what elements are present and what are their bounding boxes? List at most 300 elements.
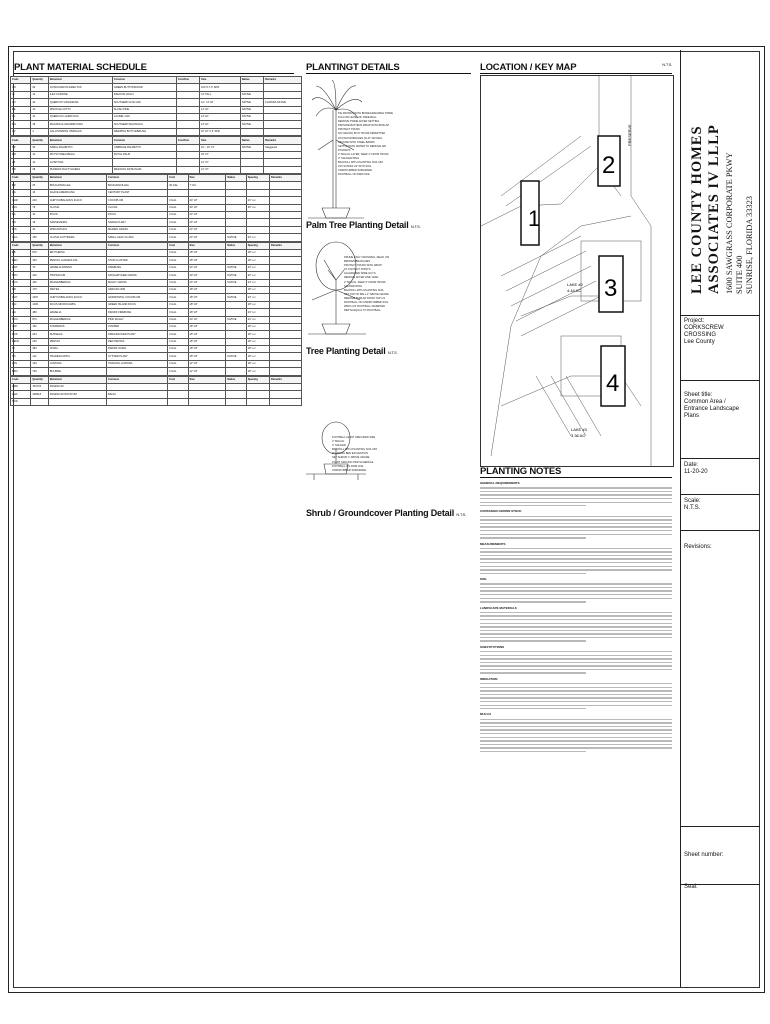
- schedule-cell: BULBINE: [48, 368, 106, 375]
- schedule-cell: [264, 113, 302, 120]
- schedule-cell: [240, 151, 263, 158]
- schedule-cell: [246, 391, 269, 398]
- schedule-cell: LIVISTONA: [48, 159, 112, 166]
- schedule-header-cell: Code: [11, 137, 31, 144]
- area-1-label: 1: [528, 206, 541, 231]
- schedule-row: [11, 128, 302, 135]
- planting-notes: [480, 478, 672, 754]
- schedule-cell: [226, 257, 246, 264]
- schedule-cell: [269, 391, 301, 398]
- schedule-cell: [48, 398, 106, 405]
- schedule-cell: FICUS MICROCARPA: [48, 301, 106, 308]
- schedule-header-cell: Common: [112, 77, 176, 84]
- schedule-cell: [269, 353, 301, 360]
- project-label: Project:: [684, 318, 705, 324]
- schedule-cell: [176, 166, 199, 173]
- schedule-header-cell: Common: [107, 242, 168, 249]
- notes-text-line: [480, 537, 586, 538]
- schedule-cell: 18" o.c.: [246, 353, 269, 360]
- schedule-cell: 230: [31, 338, 48, 345]
- schedule-cell: 112: [31, 353, 48, 360]
- schedule-cell: [226, 219, 246, 226]
- revisions-cell: [681, 542, 760, 827]
- schedule-cell: BOUGAINVILLEA: [107, 182, 168, 189]
- project-name-1: CORKSCREW: [684, 325, 724, 331]
- schedule-cell: MAIDEN GRASS: [107, 226, 168, 233]
- schedule-header-cell: Botanical: [48, 137, 112, 144]
- schedule-cell: [176, 151, 199, 158]
- schedule-cell: ROYAL PALM: [112, 151, 176, 158]
- schedule-cell: 154734: [31, 384, 48, 391]
- schedule-header-cell: Botanical: [48, 175, 106, 182]
- notes-subhead: SOIL: [480, 577, 488, 582]
- schedule-cell: [269, 257, 301, 264]
- schedule-cell: 24" o.c.: [246, 309, 269, 316]
- schedule-cell: DWARF FIREBUSH: [107, 309, 168, 316]
- schedule-cell: [269, 182, 301, 189]
- schedule-cell: 18" HT: [188, 294, 226, 301]
- schedule-cell: [246, 384, 269, 391]
- schedule-header-cell: Code: [11, 175, 31, 182]
- schedule-cell: COCOPLUM: [107, 197, 168, 204]
- notes-text-line: [480, 637, 672, 638]
- schedule-cell: [269, 294, 301, 301]
- schedule-cell: HH: [11, 309, 31, 316]
- schedule-cell: [269, 249, 301, 256]
- schedule-row: [11, 204, 302, 211]
- schedule-header-row: [11, 137, 302, 144]
- schedule-cell: 3 GAL: [168, 249, 188, 256]
- schedule-cell: CONOCARPUS ERECTUS: [48, 84, 112, 91]
- notes-text-line: [480, 573, 586, 574]
- schedule-cell: 18" o.c.: [246, 249, 269, 256]
- schedule-cell: [188, 384, 226, 391]
- schedule-cell: [264, 166, 302, 173]
- schedule-cell: 10' - 16' CT: [200, 144, 241, 151]
- schedule-cell: MUHLENBERGIA: [48, 279, 106, 286]
- schedule-cell: [269, 226, 301, 233]
- schedule-cell: [269, 301, 301, 308]
- schedule-cell: QL: [11, 113, 31, 120]
- schedule-cell: [107, 384, 168, 391]
- schedule-header-cell: Quantity: [31, 242, 48, 249]
- schedule-header-cell: Remarks: [264, 137, 302, 144]
- schedule-cell: 14' HT: [200, 113, 241, 120]
- notes-text-line: [480, 708, 586, 709]
- palm-detail-title: Palm Tree Planting Detail N.T.S.: [306, 220, 421, 230]
- schedule-cell: 18" HT: [188, 249, 226, 256]
- schedule-cell: 870: [31, 249, 48, 256]
- schedule-cell: [188, 391, 226, 398]
- schedule-cell: 3 GAL: [168, 212, 188, 219]
- notes-text-line: [480, 519, 672, 520]
- schedule-cell: 13: [31, 91, 48, 98]
- schedule-cell: [176, 91, 199, 98]
- schedule-cell: NATIVE: [226, 353, 246, 360]
- schedule-cell: BR: [11, 182, 31, 189]
- schedule-cell: [226, 323, 246, 330]
- schedule-header-row: [11, 77, 302, 84]
- schedule-cell: PASPALUM: [48, 384, 106, 391]
- schedule-cell: JUNIPERUS: [48, 323, 106, 330]
- schedule-cell: GREEN BUTTONWOOD: [112, 84, 176, 91]
- schedule-cell: CLUSIA: [48, 204, 106, 211]
- schedule-cell: [226, 384, 246, 391]
- schedule-cell: 14: [31, 159, 48, 166]
- schedule-cell: TRIPSACUM: [48, 272, 106, 279]
- schedule-cell: PD: [11, 166, 31, 173]
- schedule-cell: LB: [11, 159, 31, 166]
- schedule-cell: [176, 144, 199, 151]
- schedule-row: [11, 323, 302, 330]
- notes-text-line: [480, 598, 672, 599]
- notes-text-line: [480, 558, 672, 559]
- schedule-cell: [264, 121, 302, 128]
- schedule-cell: QV: [11, 99, 31, 106]
- schedule-cell: [246, 226, 269, 233]
- schedule-cell: CHR: [11, 197, 31, 204]
- schedule-cell: LAN: [11, 360, 31, 367]
- area-4-label: 4: [606, 370, 620, 397]
- schedule-cell: [264, 128, 302, 135]
- scale-cell: [681, 496, 760, 531]
- schedule-cell: [269, 279, 301, 286]
- scale-label: Scale:: [684, 498, 701, 504]
- notes-text-line: [480, 562, 672, 563]
- schedule-cell: [264, 91, 302, 98]
- company-name-1: LEE COUNTY HOMES: [689, 125, 705, 294]
- schedule-cell: DR: [11, 286, 31, 293]
- schedule-header-cell: Code: [11, 77, 31, 84]
- schedule-cell: 3 GAL: [168, 197, 188, 204]
- schedule-cell: [188, 189, 226, 196]
- schedule-cell: [226, 286, 246, 293]
- notes-text-line: [480, 498, 672, 499]
- schedule-cell: IXORA: [48, 346, 106, 353]
- schedule-cell: 12' CT: [200, 166, 241, 173]
- schedule-cell: NATIVE: [226, 264, 246, 271]
- sheet-title-label: Sheet title:: [684, 392, 713, 398]
- schedule-header-cell: Quantity: [31, 137, 48, 144]
- schedule-cell: MUHLENBERGIA: [48, 316, 106, 323]
- schedule-header-cell: Quantity: [31, 175, 48, 182]
- notes-text-line: [480, 566, 672, 567]
- schedule-cell: [226, 391, 246, 398]
- schedule-row: [11, 257, 302, 264]
- schedule-cell: [226, 331, 246, 338]
- notes-text-line: [480, 615, 672, 616]
- schedule-cell: 18" HT: [188, 331, 226, 338]
- schedule-header-cell: Size: [188, 175, 226, 182]
- schedule-row: [11, 309, 302, 316]
- schedule-header-cell: Native: [226, 242, 246, 249]
- schedule-header-cell: Cont/Cal.: [176, 137, 199, 144]
- schedule-cell: 730: [31, 368, 48, 375]
- schedule-header-cell: Cont: [168, 175, 188, 182]
- schedule-cell: [269, 346, 301, 353]
- project-name-2: CROSSING: [684, 332, 717, 338]
- schedule-cell: CLUSIA: [107, 204, 168, 211]
- schedule-cell: PASPALUM NOTATUM: [48, 391, 106, 398]
- schedule-table: [10, 136, 302, 174]
- schedule-cell: SOUTHERN MAGNOLIA: [112, 121, 176, 128]
- schedule-cell: [168, 398, 188, 405]
- schedule-cell: 24" o.c.: [246, 234, 269, 241]
- schedule-cell: 3 GAL: [168, 234, 188, 241]
- schedule-cell: [107, 368, 168, 375]
- schedule-header-cell: Botanical: [48, 77, 112, 84]
- schedule-cell: 3 GAL: [168, 346, 188, 353]
- notes-text-line: [480, 694, 672, 695]
- schedule-cell: [269, 368, 301, 375]
- schedule-cell: NATIVE: [226, 294, 246, 301]
- schedule-cell: [246, 398, 269, 405]
- schedule-cell: 1097: [31, 294, 48, 301]
- schedule-cell: [269, 316, 301, 323]
- schedule-cell: 348618: [31, 391, 48, 398]
- notes-text-line: [480, 555, 672, 556]
- project-cell: [681, 316, 760, 381]
- company-name-2: ASSOCIATES IV LLLP: [706, 124, 722, 294]
- notes-text-line: [480, 729, 672, 730]
- schedule-cell: PENC: [11, 338, 31, 345]
- schedule-row: [11, 360, 302, 367]
- notes-text-line: [480, 683, 672, 684]
- schedule-table: [10, 242, 302, 376]
- schedule-cell: SMALL LEAF CLUSIA: [107, 234, 168, 241]
- schedule-cell: 870: [31, 316, 48, 323]
- schedule-cell: 3 GAL: [168, 331, 188, 338]
- schedule-cell: [240, 159, 263, 166]
- schedule-cell: 18" o.c.: [246, 323, 269, 330]
- schedule-cell: 25: [31, 182, 48, 189]
- schedule-cell: LANTANA: [48, 360, 106, 367]
- sheet-title-3: Plans: [684, 413, 700, 419]
- schedule-cell: 18" HT: [188, 257, 226, 264]
- schedule-header-cell: Botanical: [48, 242, 106, 249]
- schedule-cell: 18" o.c.: [246, 368, 269, 375]
- schedule-row: [11, 391, 302, 398]
- plant-material-schedule: [10, 76, 302, 406]
- schedule-cell: 3 GAL: [168, 294, 188, 301]
- schedule-cell: DIETES: [48, 286, 106, 293]
- schedule-cell: [269, 384, 301, 391]
- schedule-cell: CLUSIA GUTTIFERA: [48, 234, 106, 241]
- schedule-cell: [176, 84, 199, 91]
- project-name-3: Lee County: [684, 339, 715, 345]
- schedule-cell: ARM: [11, 384, 31, 391]
- schedule-cell: CENTURY PLANT: [107, 189, 168, 196]
- schedule-cell: [269, 212, 301, 219]
- schedule-cell: ROYSTONEA REGIA: [48, 151, 112, 158]
- schedule-header-cell: Remarks: [269, 376, 301, 383]
- schedule-cell: 30" o.c.: [246, 204, 269, 211]
- schedule-row: [11, 197, 302, 204]
- schedule-cell: FICUS: [48, 212, 106, 219]
- schedule-cell: 12'- 14' HT: [200, 99, 241, 106]
- schedule-cell: LAUREL OAK: [112, 113, 176, 120]
- map-title: LOCATION / KEY MAP N.T.S.: [480, 62, 672, 73]
- schedule-table: [10, 174, 302, 242]
- schedule-row: [11, 353, 302, 360]
- schedule-cell: 14' TALL: [200, 91, 241, 98]
- schedule-row: [11, 189, 302, 196]
- notes-text-line: [480, 640, 586, 641]
- schedule-cell: AG: [11, 189, 31, 196]
- schedule-cell: NATIVE: [240, 99, 263, 106]
- schedule-header-row: [11, 376, 302, 383]
- schedule-header-cell: Common: [112, 137, 176, 144]
- schedule-cell: [31, 398, 48, 405]
- company-address-3: SUNRISE, FLORIDA 33323: [745, 196, 754, 294]
- schedule-cell: [269, 360, 301, 367]
- schedule-cell: 18" o.c.: [246, 331, 269, 338]
- schedule-cell: AFRICAN IRIS: [107, 286, 168, 293]
- schedule-cell: 24" o.c.: [246, 264, 269, 271]
- schedule-cell: 24" HT: [188, 219, 226, 226]
- schedule-cell: HAMELIA PATENS: [48, 264, 106, 271]
- schedule-cell: [269, 264, 301, 271]
- schedule-cell: 12: [31, 151, 48, 158]
- schedule-cell: 18" HT: [188, 346, 226, 353]
- schedule-cell: 18" o.c.: [246, 301, 269, 308]
- schedule-cell: 18" o.c.: [246, 257, 269, 264]
- schedule-cell: HORIZONTAL COCOPLUM: [107, 294, 168, 301]
- schedule-header-cell: Remarks: [269, 175, 301, 182]
- schedule-header-cell: Size: [188, 376, 226, 383]
- schedule-cell: 1200: [31, 301, 48, 308]
- schedule-cell: MG: [11, 121, 31, 128]
- schedule-cell: SP: [11, 144, 31, 151]
- schedule-cell: 12' CT: [200, 159, 241, 166]
- notes-text-line: [480, 740, 672, 741]
- schedule-cell: 18" o.c.: [246, 338, 269, 345]
- schedule-cell: PHOENIX DACTYLIFERA: [48, 166, 112, 173]
- schedule-header-cell: Quantity: [31, 77, 48, 84]
- schedule-cell: PINK MUHLY: [107, 316, 168, 323]
- schedule-cell: [246, 189, 269, 196]
- schedule-cell: TRAILING LANTANA: [107, 360, 168, 367]
- schedule-cell: [269, 286, 301, 293]
- notes-text-line: [480, 590, 672, 591]
- schedule-cell: 18: [31, 219, 48, 226]
- notes-text-line: [480, 697, 672, 698]
- schedule-header-cell: Size: [188, 242, 226, 249]
- schedule-cell: [269, 398, 301, 405]
- schedule-cell: [107, 249, 168, 256]
- schedule-cell: [226, 338, 246, 345]
- sheet-number-cell: [681, 850, 760, 885]
- schedule-cell: 30" o.c.: [246, 272, 269, 279]
- schedule-cell: 24" o.c.: [246, 197, 269, 204]
- schedule-cell: 28: [31, 166, 48, 173]
- schedule-row: [11, 226, 302, 233]
- schedule-cell: 430: [31, 279, 48, 286]
- schedule-cell: 30" HT: [188, 204, 226, 211]
- schedule-cell: 70: [31, 264, 48, 271]
- lake-2-name: LAKE #2: [567, 282, 583, 287]
- schedule-row: [11, 331, 302, 338]
- schedule-cell: [264, 151, 302, 158]
- schedule-cell: [264, 106, 302, 113]
- schedule-cell: SANSEVIERIA: [48, 219, 106, 226]
- schedule-cell: 3 GAL: [168, 226, 188, 233]
- schedule-cell: [226, 189, 246, 196]
- schedule-cell: NATIVE: [240, 113, 263, 120]
- schedule-cell: RUS: [11, 331, 31, 338]
- schedule-header-cell: Cont/Cal.: [176, 77, 199, 84]
- schedule-row: [11, 121, 302, 128]
- schedule-cell: [246, 182, 269, 189]
- notes-text-line: [480, 569, 672, 570]
- schedule-cell: 10'HT X 5' SPR: [200, 84, 241, 91]
- notes-text-line: [480, 583, 672, 584]
- schedule-header-cell: Code: [11, 242, 31, 249]
- schedule-cell: GREEN ISLAND FICUS: [107, 301, 168, 308]
- schedule-cell: EB: [11, 249, 31, 256]
- schedule-cell: [226, 346, 246, 353]
- schedule-cell: 12: [31, 106, 48, 113]
- schedule-cell: TRO: [11, 272, 31, 279]
- schedule-cell: [226, 309, 246, 316]
- schedule-cell: CHRYSOBALANUS ICACO: [48, 294, 106, 301]
- area-3-label: 3: [604, 275, 618, 302]
- schedule-cell: BRO: [11, 368, 31, 375]
- sheet-title-cell: [681, 390, 760, 459]
- notes-text-line: [480, 505, 586, 506]
- schedule-cell: [246, 219, 269, 226]
- schedule-cell: DWARF IXORA: [107, 346, 168, 353]
- notes-text-line: [480, 619, 672, 620]
- schedule-cell: [269, 323, 301, 330]
- schedule-cell: [226, 197, 246, 204]
- schedule-cell: PE: [11, 106, 31, 113]
- schedule-cell: IC: [11, 91, 31, 98]
- tree-detail-notes: PRUNE ONLY CROSSING, DEAD, OR BROKEN BRANCHES PROTECT TRUNK WITH WRAP AT CONTACT POINTS GALVANIZED WIRE GUYS REMOVE AFTER ONE YEAR 2" MULCH, KEEP 3" FROM TRUNK SAUCER RING BACKFILL WITH PLANTING SOIL SET TOP OF BALL 2" ABOVE GRADE REMOVE BURLAP FROM TOP 1/3 ROOTBALL ON UNDISTURBED SOIL WIDTH 2X ROOTBALL DIAMETER DEPTH EQUAL TO ROOTBALL: [344, 256, 390, 313]
- schedule-cell: 18' CT: [200, 151, 241, 158]
- notes-text-line: [480, 548, 672, 549]
- schedule-cell: 12" HT: [188, 368, 226, 375]
- schedule-row: [11, 99, 302, 106]
- schedule-cell: FLORIDA NATIVE: [264, 99, 302, 106]
- schedule-cell: 30" HT: [188, 272, 226, 279]
- schedule-cell: [176, 159, 199, 166]
- schedule-cell: CALLISTEMON VIMINALIS: [48, 128, 112, 135]
- schedule-row: [11, 91, 302, 98]
- schedule-cell: 40: [31, 226, 48, 233]
- schedule-cell: [226, 301, 246, 308]
- schedule-cell: NATIVE: [240, 144, 263, 151]
- location-key-map: [480, 75, 674, 467]
- schedule-cell: OYSTER PLANT: [107, 353, 168, 360]
- schedule-row: [11, 272, 302, 279]
- schedule-cell: 3 GAL: [168, 286, 188, 293]
- schedule-cell: [168, 384, 188, 391]
- notes-text-line: [480, 672, 586, 673]
- schedule-cell: FIRECRACKER PLANT: [107, 331, 168, 338]
- notes-text-line: [480, 719, 672, 720]
- schedule-cell: MUC: [11, 316, 31, 323]
- schedule-cell: 18" HT: [188, 338, 226, 345]
- revisions-label: Revisions:: [684, 544, 712, 550]
- schedule-row: [11, 219, 302, 226]
- schedule-header-cell: Spacing: [246, 175, 269, 182]
- schedule-cell: 3 GAL: [168, 353, 188, 360]
- schedule-cell: MUC: [11, 279, 31, 286]
- sheet-title-2: Entrance Landscape: [684, 406, 740, 412]
- tree-detail-title: Tree Planting Detail N.T.S.: [306, 346, 398, 356]
- schedule-cell: [226, 398, 246, 405]
